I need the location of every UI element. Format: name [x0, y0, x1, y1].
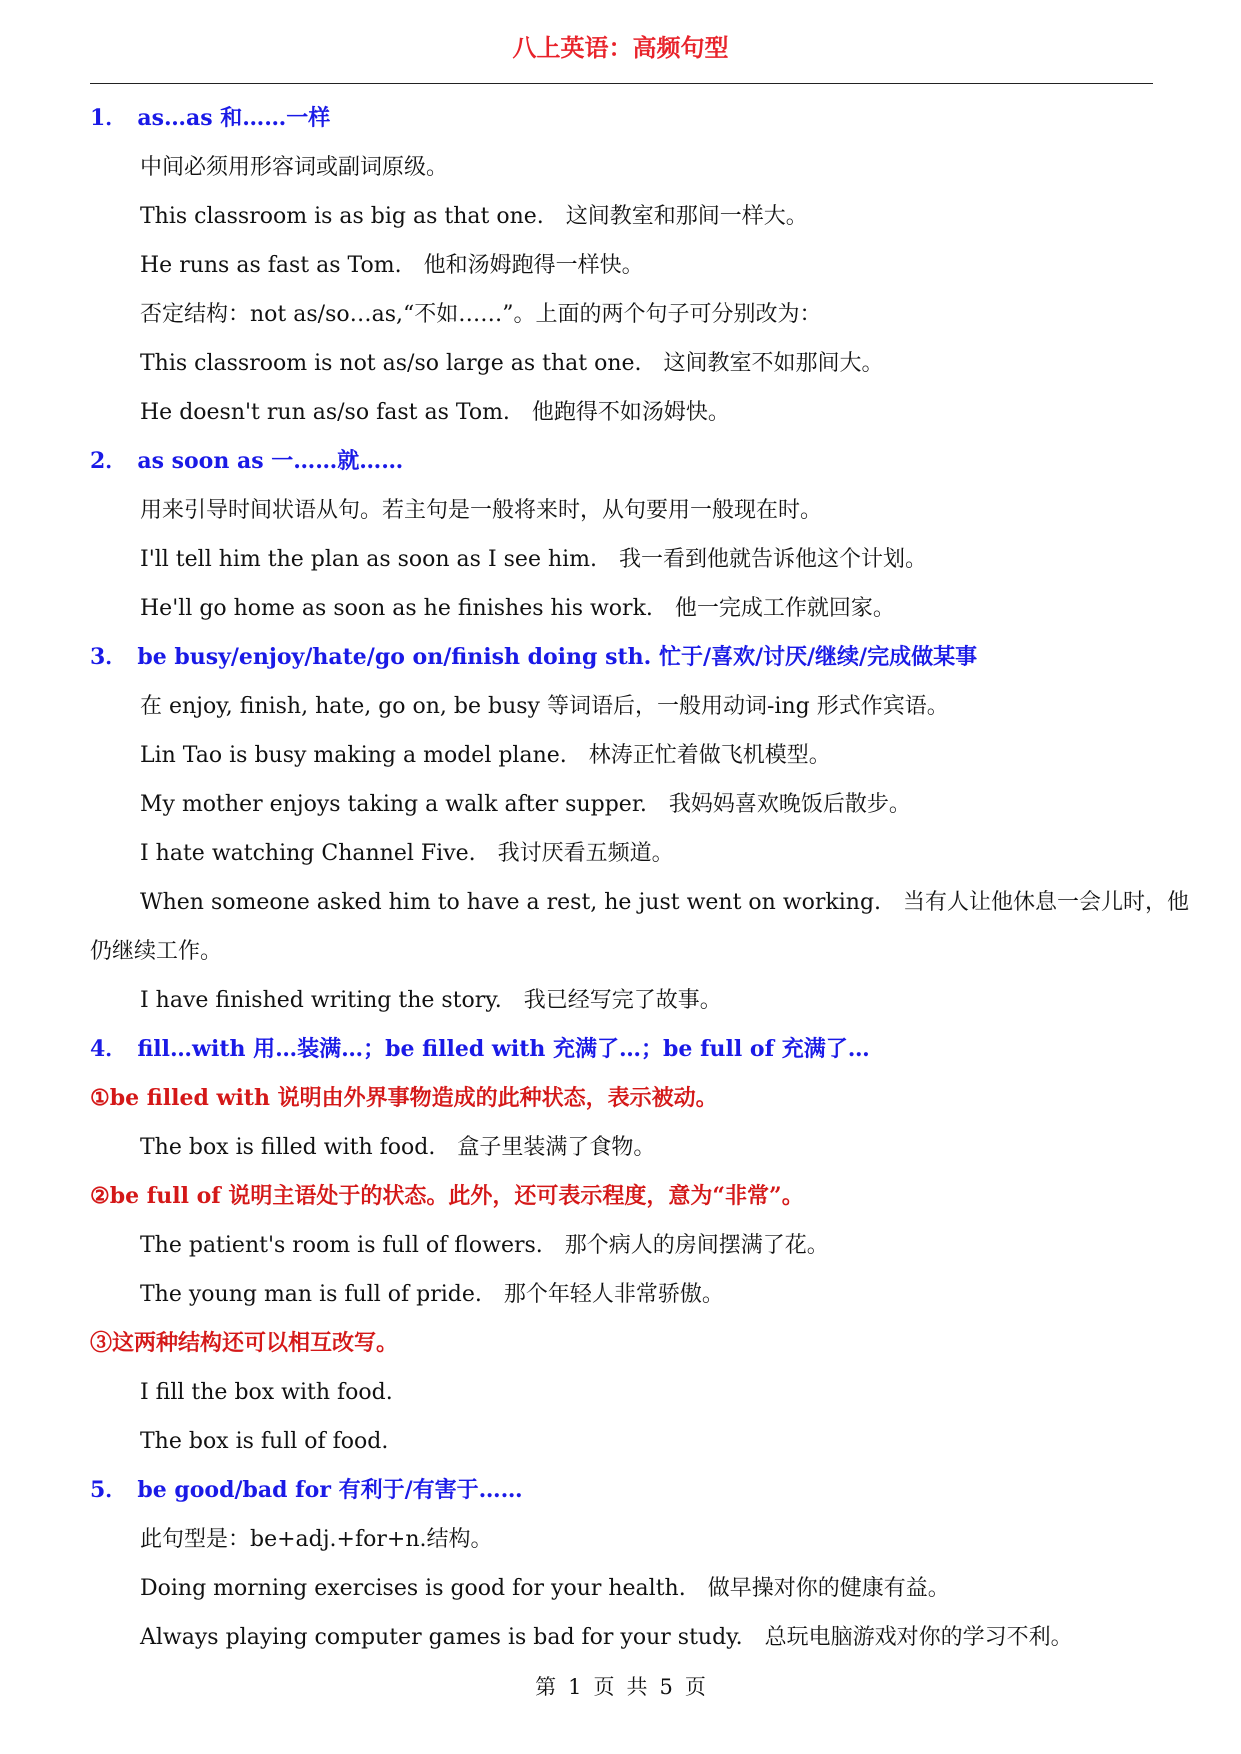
example-line: This classroom is as big as that one. 这间教室和那间一样大。	[140, 204, 808, 229]
body-line: 在 enjoy, finish, hate, go on, be busy 等词语后，一般用动词-ing 形式作宾语。	[140, 694, 949, 719]
subheading-2: ②be full of 说明主语处于的状态。此外，还可表示程度，意为“非常”。	[90, 1183, 804, 1209]
page-number: 1	[568, 1675, 582, 1699]
section-heading-4: 4． fill…with 用…装满…；be filled with 充满了…；be full of 充满了…	[90, 1036, 870, 1062]
body-line: 此句型是：be+adj.+for+n.结构。	[140, 1527, 493, 1552]
body-line: 中间必须用形容词或副词原级。	[140, 155, 449, 180]
subheading-3: ③这两种结构还可以相互改写。	[90, 1330, 399, 1356]
example-line: He runs as fast as Tom. 他和汤姆跑得一样快。	[140, 253, 644, 278]
example-line: The box is full of food.	[140, 1429, 389, 1454]
example-line: Always playing computer games is bad for your study. 总玩电脑游戏对你的学习不利。	[140, 1625, 1073, 1650]
example-line: I hate watching Channel Five. 我讨厌看五频道。	[140, 841, 674, 866]
section-heading-1: 1． as…as 和……一样	[90, 105, 331, 131]
example-line: He doesn't run as/so fast as Tom. 他跑得不如汤姆快。	[140, 400, 730, 425]
example-line-wrapped: When someone asked him to have a rest, he just went on working. 当有人让他休息一会儿时，他	[140, 890, 1190, 915]
example-line: The young man is full of pride. 那个年轻人非常骄傲。	[140, 1282, 724, 1307]
section-heading-2: 2． as soon as 一……就……	[90, 448, 404, 474]
footer-text: 页	[684, 1675, 706, 1699]
footer-text: 第	[535, 1675, 557, 1699]
footer-text: 共	[626, 1675, 648, 1699]
page-total: 5	[659, 1675, 673, 1699]
section-heading-5: 5． be good/bad for 有利于/有害于……	[90, 1477, 523, 1503]
example-line: The patient's room is full of flowers. 那个病人的房间摆满了花。	[140, 1233, 829, 1258]
page-footer	[0, 1672, 1241, 1702]
example-line: This classroom is not as/so large as that one. 这间教室不如那间大。	[140, 351, 884, 376]
section-heading-3: 3． be busy/enjoy/hate/go on/finish doing sth. 忙于/喜欢/讨厌/继续/完成做某事	[90, 644, 978, 670]
body-line: 否定结构：not as/so…as,“不如……”。上面的两个句子可分别改为：	[140, 302, 822, 327]
example-line: I'll tell him the plan as soon as I see him. 我一看到他就告诉他这个计划。	[140, 547, 928, 572]
example-line: I have finished writing the story. 我已经写完了故事。	[140, 988, 722, 1013]
example-line: Doing morning exercises is good for your health. 做早操对你的健康有益。	[140, 1576, 950, 1601]
example-line: Lin Tao is busy making a model plane. 林涛正忙着做飞机模型。	[140, 743, 831, 768]
example-line: He'll go home as soon as he finishes his work. 他一完成工作就回家。	[140, 596, 895, 621]
subheading-1: ①be filled with 说明由外界事物造成的此种状态，表示被动。	[90, 1085, 718, 1111]
example-line: The box is filled with food. 盒子里装满了食物。	[140, 1135, 656, 1160]
example-line: I fill the box with food.	[140, 1380, 393, 1405]
footer-text: 页	[593, 1675, 615, 1699]
example-line: My mother enjoys taking a walk after supper. 我妈妈喜欢晚饭后散步。	[140, 792, 911, 817]
document-body	[90, 94, 1190, 1662]
page-title: 八上英语：高频句型	[512, 33, 729, 62]
header-rule	[90, 83, 1153, 84]
example-line-continuation: 仍继续工作。	[90, 939, 223, 964]
body-line: 用来引导时间状语从句。若主句是一般将来时，从句要用一般现在时。	[140, 498, 823, 523]
